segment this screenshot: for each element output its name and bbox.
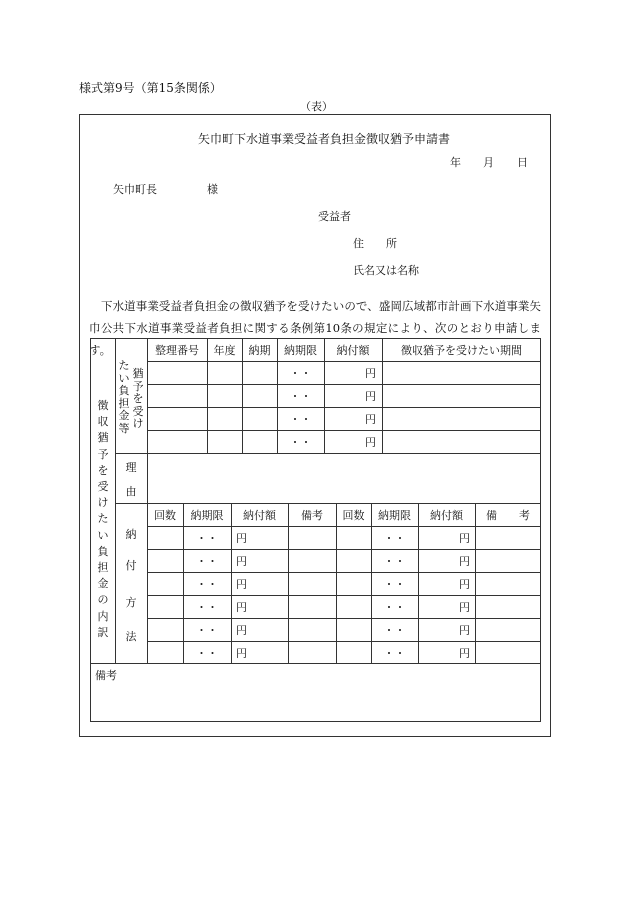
pay-row3-due-l: ・・ (196, 578, 218, 591)
form-title: 矢巾町下水道事業受益者負担金徴収猶予申請書 (198, 132, 451, 146)
row4-due: ・・ (289, 436, 312, 449)
header-fiscal-year: 年度 (213, 344, 236, 357)
pay-row1-due-r: ・・ (383, 532, 406, 545)
pay-row4-due-r: ・・ (383, 601, 406, 614)
pay-header-count-l: 回数 (154, 509, 176, 522)
reason-label-1: 理 (125, 461, 137, 474)
pay-row3-due-r: ・・ (383, 578, 406, 591)
deferred-charges-label-column: 猶 予 を 受 け (132, 367, 144, 430)
side-label: （表） (300, 100, 333, 113)
form-number: 様式第9号（第15条関係） (79, 81, 222, 95)
row2-due: ・・ (289, 390, 312, 403)
pay-row5-due-r: ・・ (383, 624, 406, 637)
pay-row2-yen-l: 円 (236, 555, 247, 568)
row1-due: ・・ (289, 367, 312, 380)
pay-row4-yen-l: 円 (236, 601, 247, 614)
pay-row3-yen-l: 円 (236, 578, 247, 591)
pay-row1-yen-r: 円 (459, 532, 470, 545)
pay-row3-yen-r: 円 (459, 578, 470, 591)
header-deferral-period: 徴収猶予を受けたい期間 (401, 344, 522, 357)
row1-yen: 円 (365, 367, 376, 380)
pay-header-remarks-r: 備 考 (486, 509, 530, 522)
payment-label-3: 方 (125, 596, 137, 609)
name-label: 氏名又は名称 (353, 264, 419, 277)
pay-header-remarks-l: 備考 (301, 509, 323, 522)
row4-yen: 円 (365, 436, 376, 449)
pay-row1-yen-l: 円 (236, 532, 247, 545)
reason-label-2: 由 (125, 485, 137, 498)
payment-label-4: 法 (125, 630, 137, 643)
date-month: 月 (483, 156, 494, 169)
payment-label-2: 付 (125, 559, 137, 572)
pay-row4-due-l: ・・ (196, 601, 218, 614)
pay-row6-yen-r: 円 (459, 647, 470, 660)
remarks-label: 備考 (95, 669, 117, 682)
row3-due: ・・ (289, 413, 312, 426)
row3-yen: 円 (365, 413, 376, 426)
pay-row5-yen-l: 円 (236, 624, 247, 637)
applicant-label: 受益者 (318, 210, 351, 223)
pay-header-due-l: 納期限 (190, 509, 224, 522)
pay-header-amount-l: 納付額 (243, 509, 276, 522)
pay-row5-yen-r: 円 (459, 624, 470, 637)
pay-row6-due-l: ・・ (196, 647, 218, 660)
addressee-name: 矢巾町長 (113, 183, 157, 196)
pay-row5-due-l: ・・ (196, 624, 218, 637)
date-day: 日 (517, 156, 528, 169)
pay-header-amount-r: 納付額 (430, 509, 463, 522)
header-amount: 納付額 (336, 344, 370, 357)
pay-row6-yen-l: 円 (236, 647, 247, 660)
pay-row4-yen-r: 円 (459, 601, 470, 614)
breakdown-label: 徴 収 猶 予 を 受 け た い 負 担 金 の 内 訳 (97, 399, 109, 639)
pay-row6-due-r: ・・ (383, 647, 406, 660)
addressee-honorific: 様 (207, 183, 218, 196)
payment-label-1: 納 (125, 528, 137, 541)
deferred-charges-label (116, 360, 146, 435)
pay-row1-due-l: ・・ (196, 532, 218, 545)
pay-header-count-r: 回数 (342, 509, 365, 522)
pay-row2-yen-r: 円 (459, 555, 470, 568)
date-year: 年 (450, 156, 461, 169)
header-ref-number: 整理番号 (155, 344, 199, 357)
address-label: 住 所 (353, 237, 397, 250)
header-term: 納期 (248, 344, 271, 357)
header-due-date: 納期限 (284, 344, 317, 357)
deferred-charges-label-column: た い 負 担 金 等 (118, 359, 130, 435)
row2-yen: 円 (365, 390, 376, 403)
body-text: 下水道事業受益者負担金の徴収猶予を受けたいので、盛岡広域都市計画下水道事業矢巾公共下水道事業受益者負担に関する条例第10条の規定により、次のとおり申請します。 (89, 299, 541, 357)
pay-row2-due-l: ・・ (196, 555, 218, 568)
pay-header-due-r: 納期限 (378, 509, 411, 522)
pay-row2-due-r: ・・ (383, 555, 406, 568)
